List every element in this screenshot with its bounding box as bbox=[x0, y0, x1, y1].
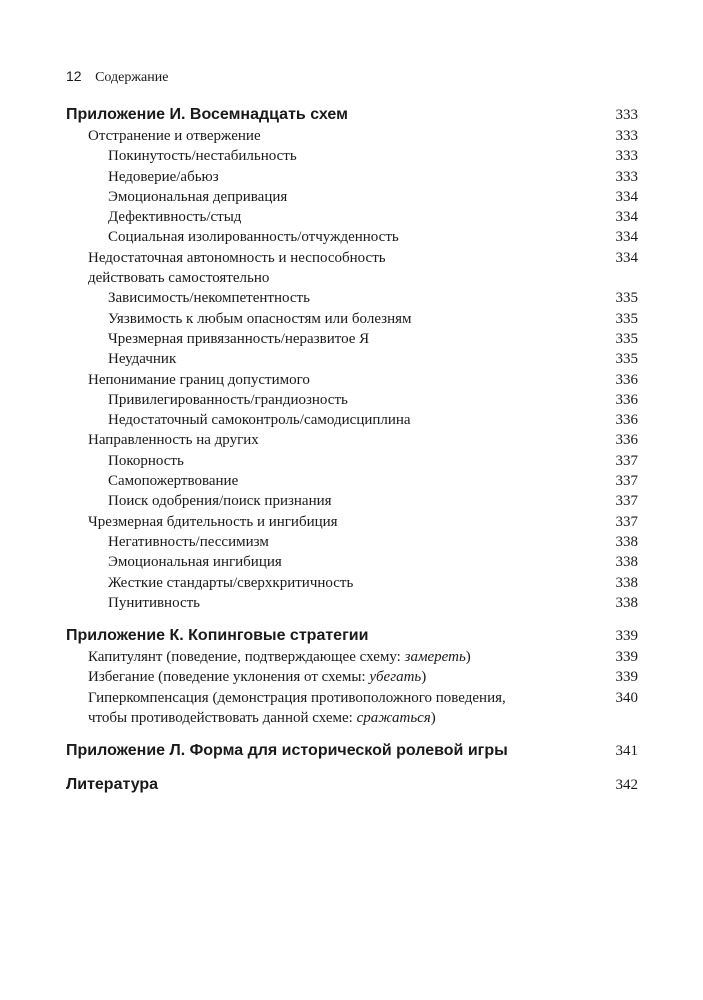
toc-entry-title bbox=[88, 667, 608, 687]
toc-entry-page: 338 bbox=[615, 574, 638, 591]
toc-entry-title-line: Гиперкомпенсация (демонстрация противоположного поведения, bbox=[88, 689, 506, 706]
toc-entry-title-line: Недостаточная автономность и неспособность bbox=[88, 249, 386, 266]
toc-entry-page: 338 bbox=[615, 594, 638, 611]
toc-entry-title-line bbox=[88, 708, 608, 728]
running-head-title: Содержание bbox=[95, 70, 169, 85]
toc-entry-title: Уязвимость к любым опасностям или болезням bbox=[108, 310, 412, 327]
toc-entry-page: 336 bbox=[615, 371, 638, 388]
toc-entry-title: Социальная изолированность/отчужденность bbox=[108, 229, 399, 246]
toc-entry[interactable] bbox=[66, 430, 638, 450]
toc-entry-page: 333 bbox=[615, 148, 638, 165]
toc-entry-page: 341 bbox=[615, 743, 638, 760]
toc-entry-title: Эмоциональная ингибиция bbox=[108, 554, 282, 571]
toc-entry-page: 335 bbox=[615, 310, 638, 327]
toc-entry-page: 338 bbox=[615, 554, 638, 571]
toc-entry[interactable] bbox=[66, 329, 638, 349]
toc-entry-page: 335 bbox=[615, 290, 638, 307]
toc-entry-literature[interactable] bbox=[66, 774, 638, 796]
toc-entry-emphasis: сражаться bbox=[356, 710, 431, 727]
toc-entry-title: Пунитивность bbox=[108, 594, 201, 611]
toc-entry-page: 336 bbox=[615, 432, 638, 449]
toc-entry[interactable] bbox=[66, 288, 638, 308]
toc-entry-title: Жесткие стандарты/сверхкритичность bbox=[108, 574, 354, 591]
toc-entry[interactable] bbox=[66, 248, 638, 289]
toc-entry-title bbox=[88, 647, 608, 667]
toc-entry[interactable] bbox=[66, 126, 638, 146]
toc-entry-title: Недостаточный самоконтроль/самодисциплина bbox=[108, 412, 411, 429]
toc-entry-text: Избегание (поведение уклонения от схемы: bbox=[88, 669, 370, 686]
toc-entry[interactable] bbox=[66, 532, 638, 552]
toc-entry-page: 338 bbox=[615, 533, 638, 550]
toc-entry-page: 339 bbox=[615, 628, 638, 645]
toc-entry-appendix-l[interactable] bbox=[66, 740, 638, 762]
toc-entry-page: 339 bbox=[615, 669, 638, 686]
toc-entry[interactable] bbox=[66, 593, 638, 613]
toc-entry-page: 334 bbox=[615, 229, 638, 246]
toc-entry-page: 339 bbox=[615, 649, 638, 666]
toc-entry-page: 337 bbox=[615, 513, 638, 530]
toc-entry[interactable] bbox=[66, 410, 638, 430]
toc-entry-page: 340 bbox=[615, 689, 638, 706]
toc-entry-title: Привилегированность/грандиозность bbox=[108, 391, 348, 408]
toc-entry[interactable] bbox=[66, 309, 638, 329]
toc-entry-title bbox=[88, 248, 608, 289]
toc-entry-page: 333 bbox=[615, 128, 638, 144]
toc-entry[interactable] bbox=[66, 471, 638, 491]
table-of-contents bbox=[66, 104, 638, 796]
toc-entry-appendix-i[interactable] bbox=[66, 104, 638, 126]
toc-entry[interactable] bbox=[66, 491, 638, 511]
toc-entry-title: Покинутость/нестабильность bbox=[108, 148, 297, 165]
toc-entry[interactable] bbox=[66, 227, 638, 247]
toc-entry-text: Капитулянт (поведение, подтверждающее схему: bbox=[88, 649, 405, 666]
toc-entry[interactable] bbox=[66, 573, 638, 593]
toc-entry[interactable] bbox=[66, 146, 638, 166]
toc-entry[interactable] bbox=[66, 552, 638, 572]
toc-entry[interactable] bbox=[66, 167, 638, 187]
toc-entry-emphasis: замереть bbox=[404, 649, 466, 666]
toc-entry-title: Эмоциональная депривация bbox=[108, 188, 288, 205]
toc-entry-page: 337 bbox=[615, 452, 638, 469]
toc-entry[interactable] bbox=[66, 647, 638, 667]
toc-entry-title: Отстранение и отвержение bbox=[88, 128, 261, 144]
toc-entry-page: 336 bbox=[615, 391, 638, 408]
toc-entry-title: Чрезмерная бдительность и ингибиция bbox=[88, 513, 338, 530]
toc-entry[interactable] bbox=[66, 688, 638, 729]
toc-entry-title: Поиск одобрения/поиск признания bbox=[108, 493, 332, 510]
toc-entry-page: 342 bbox=[615, 777, 638, 794]
toc-entry[interactable] bbox=[66, 451, 638, 471]
toc-entry-title: Негативность/пессимизм bbox=[108, 533, 269, 550]
toc-entry-title: Дефективность/стыд bbox=[108, 209, 242, 226]
toc-entry-page: 335 bbox=[615, 330, 638, 347]
toc-entry[interactable] bbox=[66, 207, 638, 227]
toc-entry-title: Литература bbox=[66, 776, 159, 794]
toc-entry-title: Непонимание границ допустимого bbox=[88, 371, 310, 388]
toc-entry-text: ) bbox=[430, 710, 436, 727]
toc-entry-text: ) bbox=[465, 649, 471, 666]
toc-entry-title-line: действовать самостоятельно bbox=[88, 270, 270, 287]
toc-entry-title: Приложение И. Восемнадцать схем bbox=[66, 106, 348, 123]
toc-entry[interactable] bbox=[66, 512, 638, 532]
toc-entry-title: Приложение К. Копинговые стратегии bbox=[66, 627, 369, 645]
toc-entry-page: 337 bbox=[615, 473, 638, 490]
toc-entry[interactable] bbox=[66, 349, 638, 369]
toc-entry-title: Приложение Л. Форма для исторической ролевой игры bbox=[66, 742, 508, 760]
toc-entry-page: 337 bbox=[615, 493, 638, 510]
toc-entry[interactable] bbox=[66, 370, 638, 390]
toc-entry-page: 335 bbox=[615, 351, 638, 368]
toc-entry[interactable] bbox=[66, 187, 638, 207]
toc-entry-title: Чрезмерная привязанность/неразвитое Я bbox=[108, 330, 370, 347]
toc-entry-title: Неудачник bbox=[108, 351, 177, 368]
page-number: 12 bbox=[66, 68, 82, 84]
toc-entry-title bbox=[88, 688, 608, 729]
toc-entry-title: Самопожертвование bbox=[108, 473, 239, 490]
toc-entry-page: 333 bbox=[615, 107, 638, 123]
running-head bbox=[66, 68, 168, 86]
toc-entry-text: ) bbox=[421, 669, 427, 686]
toc-entry-page: 334 bbox=[615, 249, 638, 266]
toc-entry[interactable] bbox=[66, 667, 638, 687]
toc-entry-text: чтобы противодействовать данной схеме: bbox=[88, 710, 357, 727]
toc-entry-title: Покорность bbox=[108, 452, 184, 469]
toc-entry-page: 334 bbox=[615, 209, 638, 226]
toc-entry-page: 333 bbox=[615, 168, 638, 185]
toc-entry-page: 334 bbox=[615, 188, 638, 205]
toc-entry-title: Зависимость/некомпетентность bbox=[108, 290, 310, 307]
toc-entry-emphasis: убегать bbox=[369, 669, 422, 686]
toc-entry-appendix-k[interactable] bbox=[66, 625, 638, 647]
toc-entry-page: 336 bbox=[615, 412, 638, 429]
toc-entry-title: Недоверие/абьюз bbox=[108, 168, 219, 185]
toc-entry-title: Направленность на других bbox=[88, 432, 259, 449]
toc-entry[interactable] bbox=[66, 390, 638, 410]
